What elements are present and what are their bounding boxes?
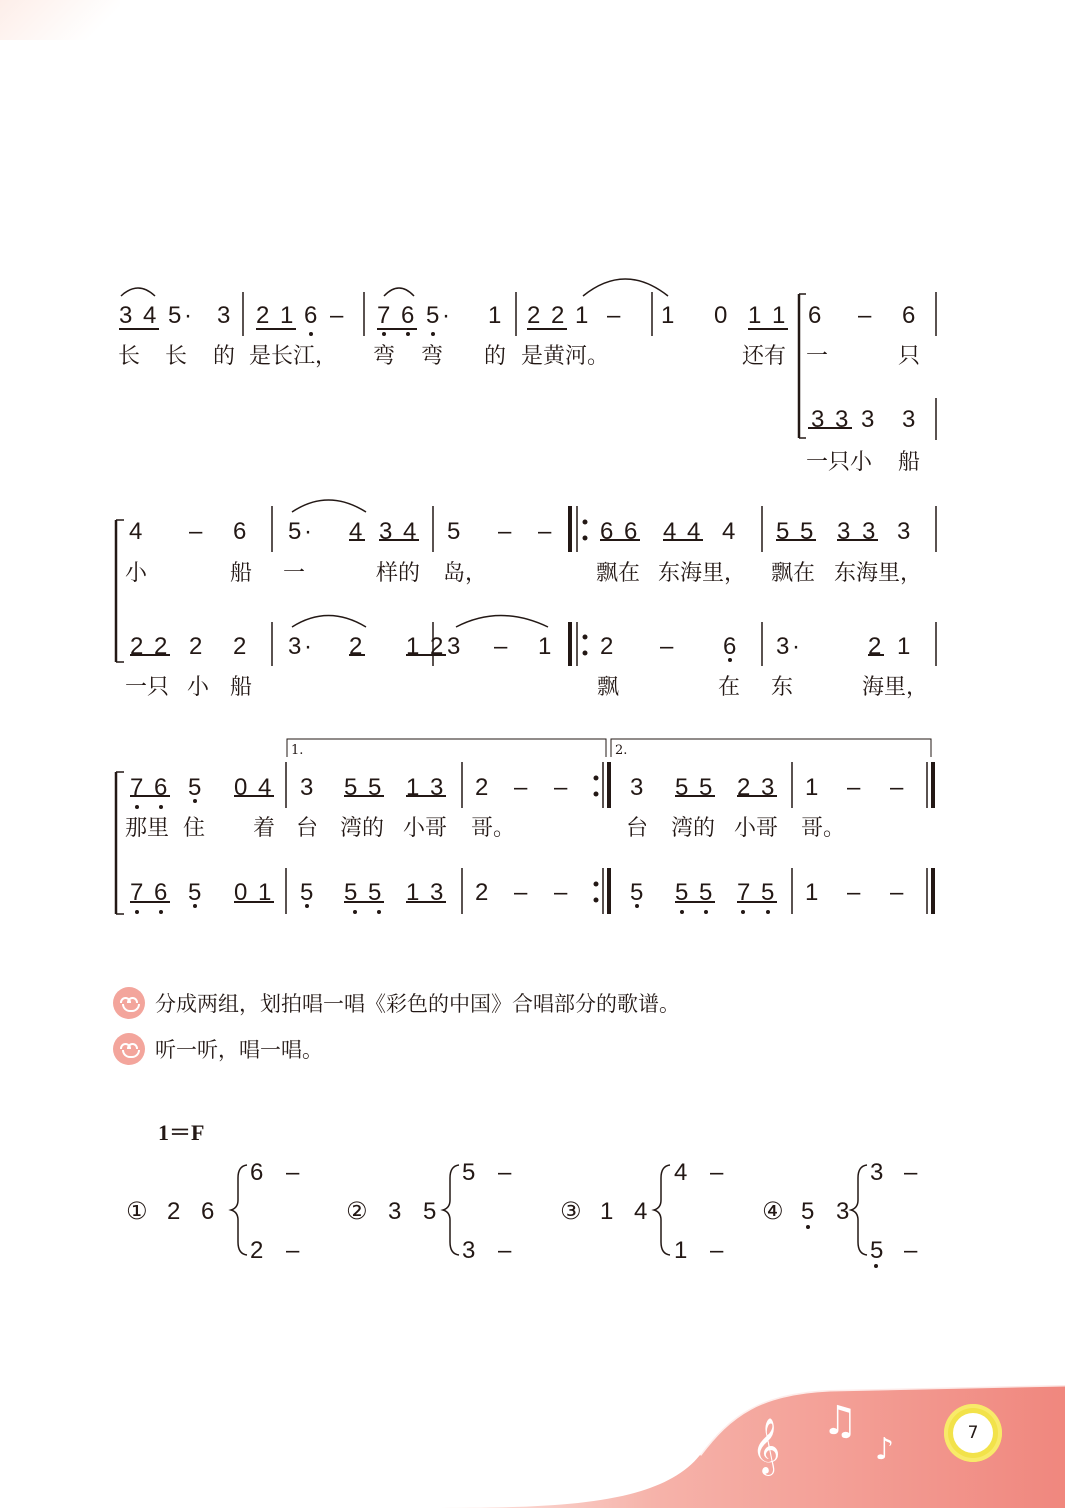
- note: 0: [714, 302, 728, 329]
- svg-text:5: 5: [368, 879, 382, 906]
- svg-text:一: 一: [283, 561, 306, 586]
- svg-text:①: ①: [126, 1197, 148, 1225]
- svg-text:是长江，: 是长江，: [249, 344, 338, 369]
- svg-text:1: 1: [258, 879, 272, 906]
- note: 1: [575, 302, 589, 329]
- svg-text:2: 2: [250, 1237, 264, 1264]
- svg-text:5: 5: [344, 774, 358, 801]
- treble-clef-icon: 𝄞: [752, 1418, 781, 1474]
- svg-text:4: 4: [634, 1198, 648, 1225]
- svg-text:5: 5: [462, 1159, 476, 1186]
- svg-text:1: 1: [897, 633, 911, 660]
- instruction-2: [113, 1032, 323, 1066]
- svg-text:2: 2: [475, 879, 489, 906]
- svg-text:7: 7: [737, 879, 751, 906]
- svg-text:1＝F: 1＝F: [158, 1120, 205, 1145]
- smile-icon: [113, 987, 145, 1019]
- svg-text:样的: 样的: [376, 561, 421, 586]
- svg-text:3: 3: [430, 879, 444, 906]
- svg-text:–: –: [514, 774, 528, 801]
- svg-text:2: 2: [130, 633, 144, 660]
- svg-text:一: 一: [806, 344, 829, 369]
- svg-text:–: –: [904, 1237, 918, 1264]
- svg-text:弯: 弯: [421, 344, 444, 369]
- bracket: [116, 772, 124, 914]
- svg-text:–: –: [538, 518, 552, 545]
- svg-text:4: 4: [674, 1159, 688, 1186]
- eighth-notes-icon: ♫: [822, 1398, 858, 1444]
- svg-text:3: 3: [870, 1159, 884, 1186]
- svg-text:–: –: [494, 633, 508, 660]
- svg-text:3: 3: [430, 774, 444, 801]
- svg-text:1.: 1.: [291, 743, 304, 758]
- dash: –: [607, 302, 621, 329]
- svg-text:④: ④: [762, 1197, 784, 1225]
- svg-text:船: 船: [898, 450, 921, 475]
- svg-text:–: –: [286, 1237, 300, 1264]
- svg-text:6: 6: [154, 774, 168, 801]
- svg-text:5: 5: [699, 879, 713, 906]
- page-number-badge: [944, 1404, 1002, 1462]
- svg-text:–: –: [554, 879, 568, 906]
- svg-text:小哥: 小哥: [403, 816, 448, 841]
- dash: –: [858, 302, 872, 329]
- svg-text:5: 5: [300, 879, 314, 906]
- lyrics-2: [125, 561, 928, 700]
- svg-text:7: 7: [130, 774, 144, 801]
- svg-text:–: –: [847, 879, 861, 906]
- note: 2: [527, 302, 541, 329]
- svg-text:–: –: [514, 879, 528, 906]
- svg-text:0: 0: [234, 774, 248, 801]
- svg-text:5: 5: [800, 518, 814, 545]
- svg-text:东海里，: 东海里，: [658, 561, 747, 586]
- note: 4: [143, 302, 157, 329]
- svg-text:小: 小: [187, 675, 210, 700]
- volta-labels: [291, 743, 627, 758]
- system-2-lower: [130, 633, 910, 660]
- note: 1: [748, 302, 762, 329]
- svg-text:–: –: [710, 1159, 724, 1186]
- svg-text:6: 6: [624, 518, 638, 545]
- note: 5: [168, 302, 182, 329]
- svg-text:6: 6: [600, 518, 614, 545]
- svg-text:–: –: [189, 518, 203, 545]
- svg-text:–: –: [660, 633, 674, 660]
- note: 3: [811, 406, 825, 433]
- svg-text:3: 3: [837, 518, 851, 545]
- svg-text:5: 5: [801, 1198, 815, 1225]
- svg-text:2: 2: [167, 1198, 181, 1225]
- svg-text:–: –: [498, 1159, 512, 1186]
- eighth-note-icon: ♪: [875, 1432, 895, 1467]
- svg-text:–: –: [710, 1237, 724, 1264]
- svg-text:哥。: 哥。: [801, 816, 846, 841]
- page-number: 7: [953, 1413, 993, 1453]
- svg-text:1: 1: [805, 879, 819, 906]
- svg-text:1: 1: [805, 774, 819, 801]
- svg-text:东: 东: [771, 675, 794, 700]
- svg-text:3: 3: [761, 774, 775, 801]
- svg-text:4: 4: [403, 518, 417, 545]
- svg-text:4: 4: [722, 518, 736, 545]
- svg-text:5: 5: [761, 879, 775, 906]
- svg-text:1: 1: [674, 1237, 688, 1264]
- instruction-text: 听一听，唱一唱。: [155, 1038, 323, 1062]
- svg-text:5: 5: [288, 518, 302, 545]
- note: 1: [280, 302, 294, 329]
- svg-text:2: 2: [430, 633, 444, 660]
- system-3-lower: [130, 879, 904, 906]
- svg-text:–: –: [498, 1237, 512, 1264]
- volta-brackets: [287, 739, 931, 757]
- svg-text:–: –: [498, 518, 512, 545]
- svg-text:4: 4: [663, 518, 677, 545]
- bracket: [799, 294, 806, 438]
- svg-text:6: 6: [201, 1198, 215, 1225]
- svg-text:·: ·: [304, 633, 312, 660]
- svg-text:小: 小: [125, 561, 148, 586]
- svg-text:1: 1: [406, 633, 420, 660]
- svg-text:湾的: 湾的: [340, 816, 385, 841]
- svg-text:东海里，: 东海里，: [834, 561, 923, 586]
- smile-icon: [113, 1033, 145, 1065]
- svg-text:长: 长: [165, 344, 188, 369]
- svg-text:3: 3: [288, 633, 302, 660]
- lyrics-3: [125, 816, 845, 841]
- svg-text:飘在: 飘在: [596, 561, 641, 586]
- svg-text:–: –: [847, 774, 861, 801]
- svg-text:2: 2: [868, 633, 882, 660]
- note: 3: [119, 302, 133, 329]
- svg-text:3: 3: [836, 1198, 850, 1225]
- svg-text:一只小: 一只小: [806, 450, 873, 475]
- svg-text:5: 5: [447, 518, 461, 545]
- system-3: [130, 774, 904, 801]
- footer-decoration: [0, 1375, 1065, 1508]
- svg-text:4: 4: [687, 518, 701, 545]
- note: 5: [426, 302, 440, 329]
- svg-text:2: 2: [737, 774, 751, 801]
- svg-text:岛，: 岛，: [443, 561, 488, 586]
- svg-text:飘在: 飘在: [771, 561, 816, 586]
- svg-text:3: 3: [447, 633, 461, 660]
- note: 1: [488, 302, 502, 329]
- svg-text:海里，: 海里，: [862, 675, 929, 700]
- svg-text:住: 住: [183, 816, 206, 841]
- svg-text:长: 长: [118, 344, 141, 369]
- svg-text:–: –: [904, 1159, 918, 1186]
- svg-text:·: ·: [304, 518, 312, 545]
- svg-text:3: 3: [462, 1237, 476, 1264]
- svg-text:1: 1: [406, 879, 420, 906]
- svg-text:6: 6: [723, 633, 737, 660]
- svg-text:湾的: 湾的: [671, 816, 716, 841]
- dot: ·: [442, 302, 450, 329]
- note: 2: [256, 302, 270, 329]
- svg-text:5: 5: [699, 774, 713, 801]
- svg-text:3: 3: [379, 518, 393, 545]
- note: 1: [772, 302, 786, 329]
- svg-text:2: 2: [600, 633, 614, 660]
- system-1: [119, 302, 915, 329]
- svg-text:台: 台: [626, 816, 649, 841]
- bracket: [116, 520, 124, 662]
- svg-text:5: 5: [870, 1237, 884, 1264]
- svg-text:5: 5: [188, 879, 202, 906]
- svg-text:2: 2: [154, 633, 168, 660]
- note: 3: [902, 406, 916, 433]
- svg-text:4: 4: [258, 774, 272, 801]
- note: 6: [304, 302, 318, 329]
- svg-text:–: –: [554, 774, 568, 801]
- svg-text:3: 3: [897, 518, 911, 545]
- svg-text:着: 着: [253, 816, 276, 841]
- svg-text:4: 4: [129, 518, 143, 545]
- svg-text:5: 5: [630, 879, 644, 906]
- note: 3: [861, 406, 875, 433]
- svg-text:–: –: [890, 879, 904, 906]
- svg-text:5: 5: [776, 518, 790, 545]
- svg-text:3: 3: [300, 774, 314, 801]
- svg-text:船: 船: [230, 675, 253, 700]
- svg-text:的: 的: [213, 344, 236, 369]
- svg-text:5: 5: [423, 1198, 437, 1225]
- svg-text:2: 2: [349, 633, 363, 660]
- dot: ·: [184, 302, 192, 329]
- svg-text:3: 3: [776, 633, 790, 660]
- note: 7: [377, 302, 391, 329]
- svg-text:6: 6: [233, 518, 247, 545]
- svg-text:2: 2: [189, 633, 203, 660]
- svg-text:1: 1: [600, 1198, 614, 1225]
- svg-text:2.: 2.: [615, 743, 628, 758]
- svg-text:的: 的: [484, 344, 507, 369]
- svg-text:1: 1: [538, 633, 552, 660]
- svg-text:③: ③: [560, 1197, 582, 1225]
- svg-text:·: ·: [792, 633, 800, 660]
- note: 6: [808, 302, 822, 329]
- svg-text:5: 5: [675, 774, 689, 801]
- svg-text:2: 2: [475, 774, 489, 801]
- svg-text:3: 3: [630, 774, 644, 801]
- svg-text:②: ②: [346, 1197, 368, 1225]
- instruction-text: 分成两组，划拍唱一唱《彩色的中国》合唱部分的歌谱。: [155, 992, 680, 1016]
- svg-text:6: 6: [154, 879, 168, 906]
- svg-text:–: –: [286, 1159, 300, 1186]
- svg-text:0: 0: [234, 879, 248, 906]
- svg-text:在: 在: [718, 675, 741, 700]
- svg-text:5: 5: [344, 879, 358, 906]
- svg-text:3: 3: [862, 518, 876, 545]
- svg-text:那里: 那里: [125, 816, 170, 841]
- svg-text:4: 4: [349, 518, 363, 545]
- svg-text:飘: 飘: [597, 675, 620, 700]
- exercise-items: [126, 1159, 918, 1264]
- svg-text:是黄河。: 是黄河。: [521, 344, 610, 369]
- svg-text:6: 6: [250, 1159, 264, 1186]
- repeat-dots: [594, 776, 599, 903]
- svg-text:还有: 还有: [742, 344, 787, 369]
- svg-text:–: –: [890, 774, 904, 801]
- svg-text:弯: 弯: [373, 344, 396, 369]
- svg-text:小哥: 小哥: [734, 816, 779, 841]
- svg-text:2: 2: [233, 633, 247, 660]
- svg-text:1: 1: [406, 774, 420, 801]
- svg-text:5: 5: [188, 774, 202, 801]
- svg-text:船: 船: [230, 561, 253, 586]
- svg-text:只: 只: [898, 344, 921, 369]
- repeat-dots: [583, 520, 588, 656]
- svg-text:7: 7: [130, 879, 144, 906]
- note: 1: [661, 302, 675, 329]
- note: 3: [217, 302, 231, 329]
- svg-text:5: 5: [675, 879, 689, 906]
- instruction-1: [113, 986, 680, 1020]
- svg-text:5: 5: [368, 774, 382, 801]
- note: 2: [551, 302, 565, 329]
- exercise-key: [158, 1120, 204, 1145]
- note: 6: [401, 302, 415, 329]
- dash: –: [330, 302, 344, 329]
- note: 6: [902, 302, 916, 329]
- svg-text:哥。: 哥。: [471, 816, 516, 841]
- svg-text:3: 3: [388, 1198, 402, 1225]
- note: 3: [835, 406, 849, 433]
- svg-text:一只: 一只: [125, 675, 170, 700]
- svg-text:台: 台: [296, 816, 319, 841]
